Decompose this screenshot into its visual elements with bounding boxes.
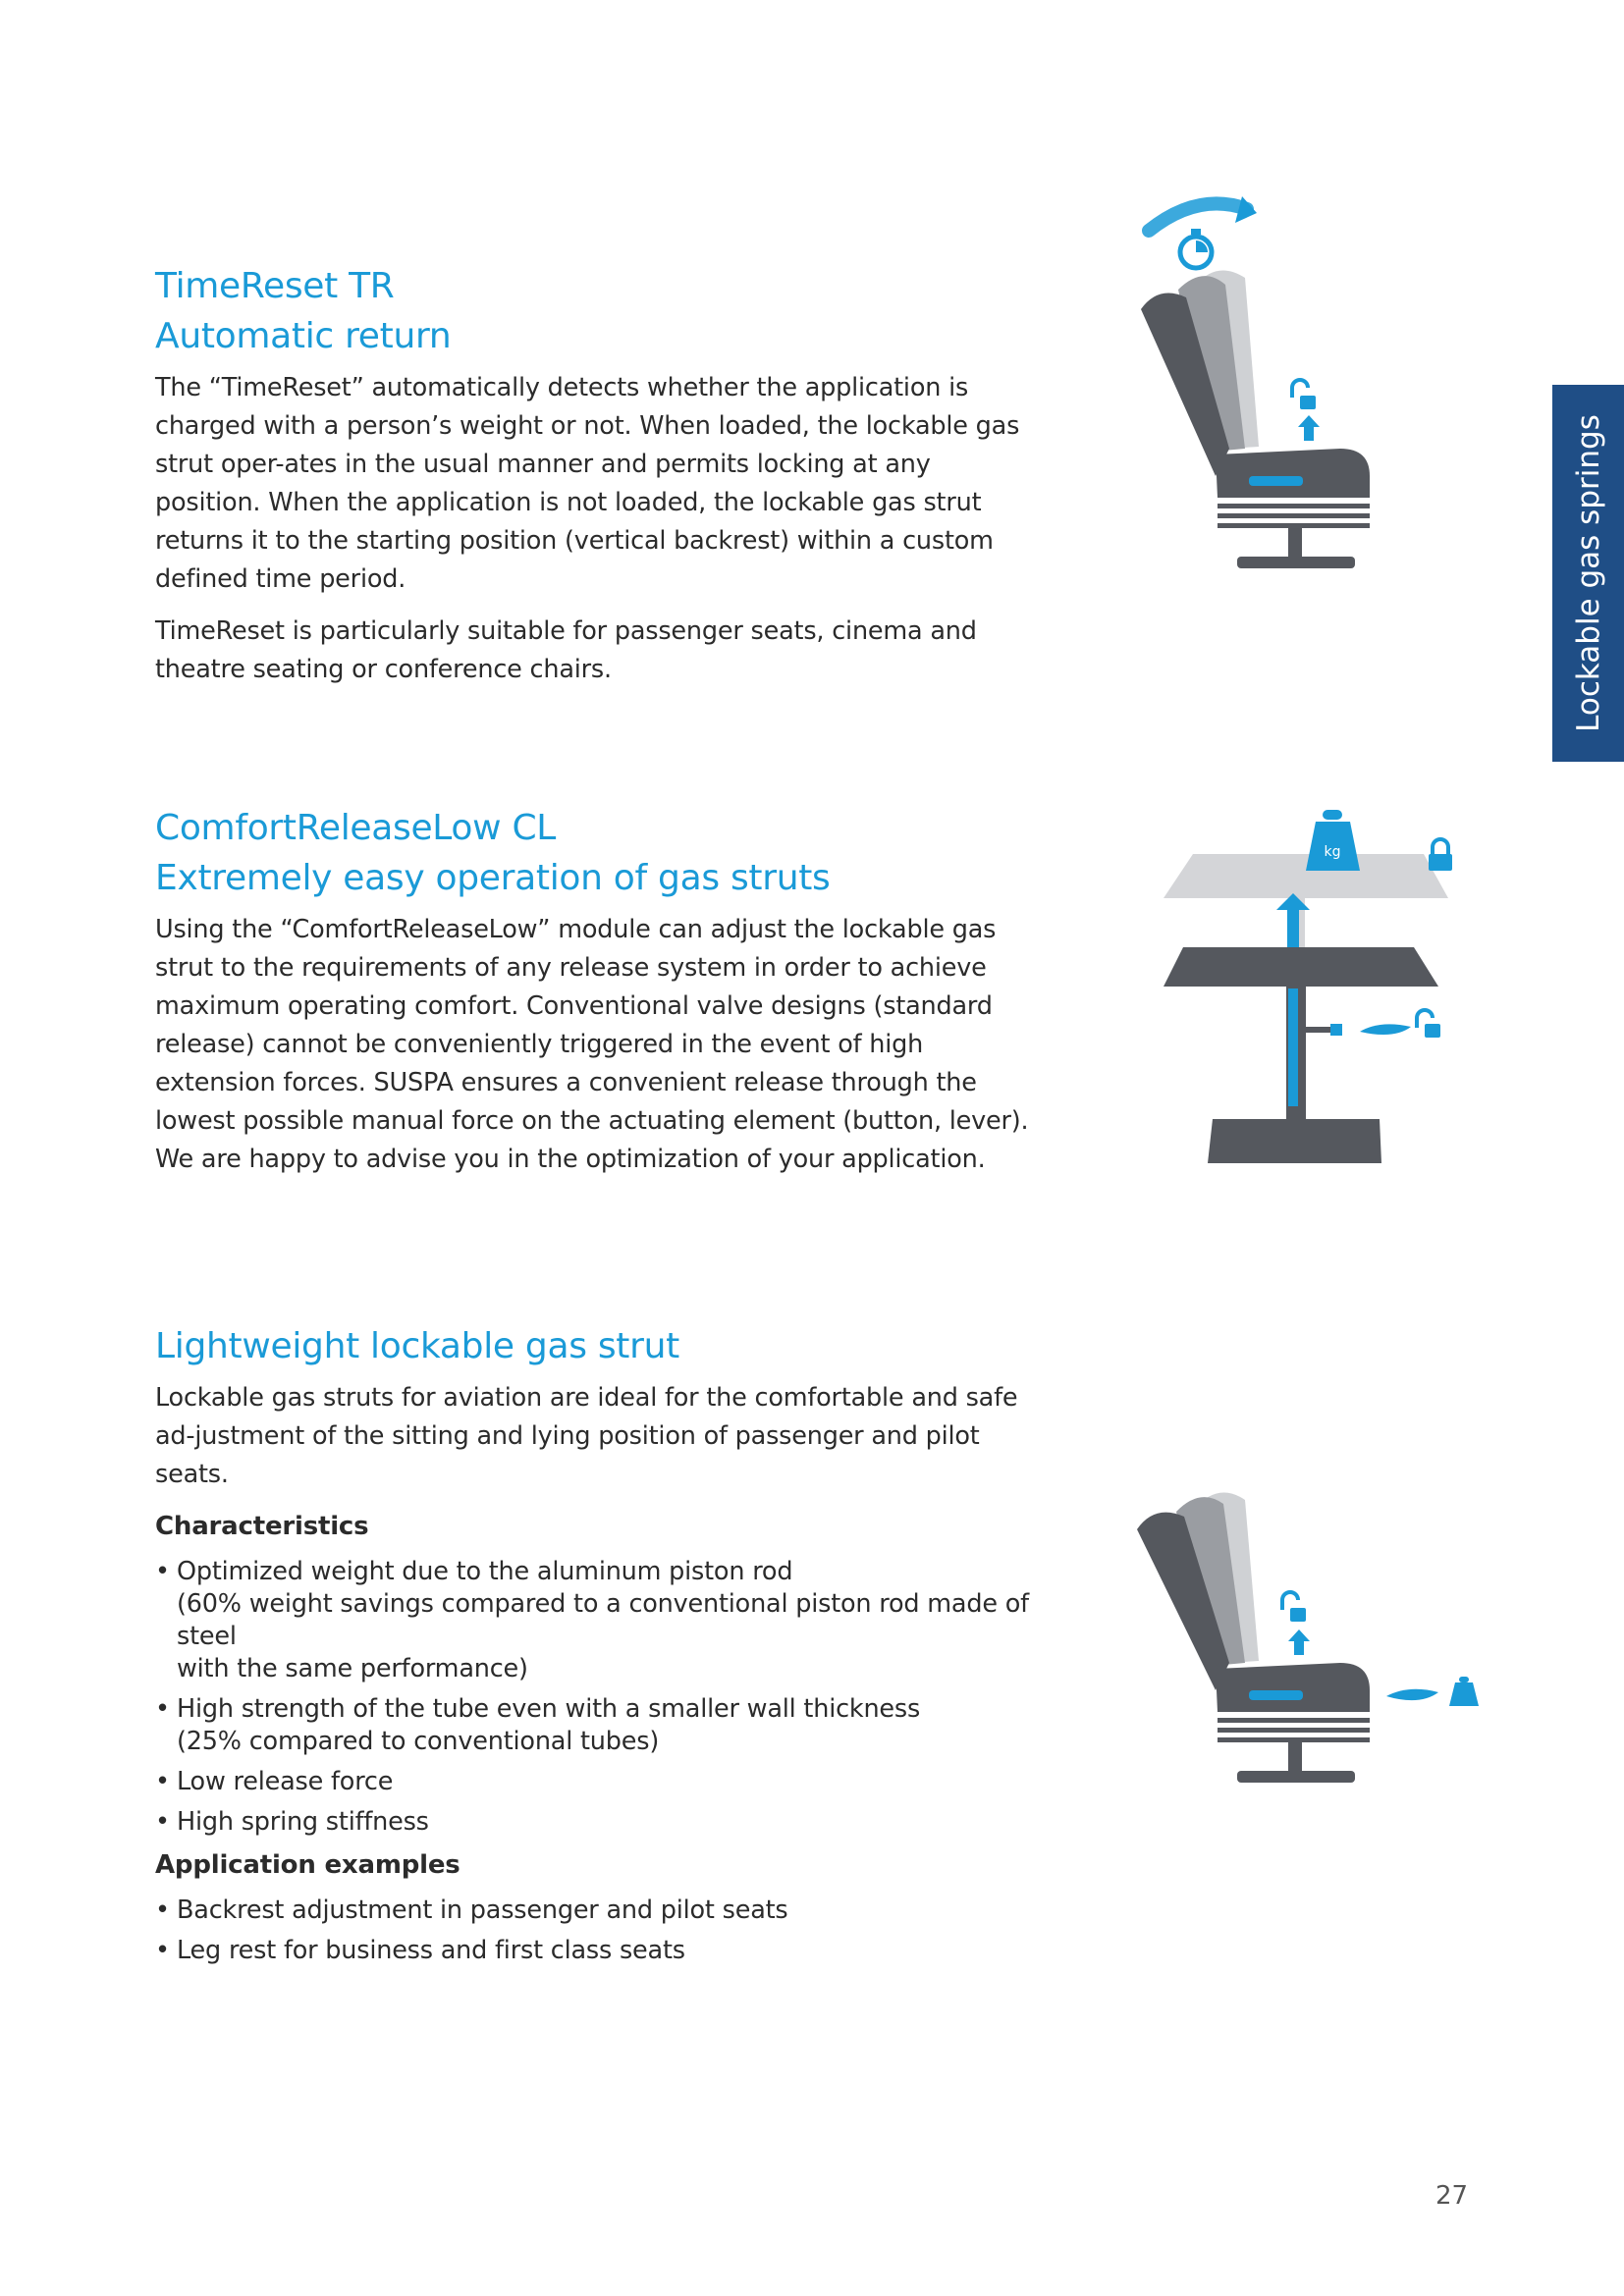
title-line: Lightweight lockable gas strut: [155, 1326, 679, 1366]
list-item-line: • Low release force: [177, 1767, 394, 1796]
timereset-seat-illustration: [1119, 191, 1394, 589]
seat-rail: [1218, 513, 1370, 518]
weight-kg-icon: [1306, 810, 1360, 871]
release-button: [1330, 1024, 1342, 1036]
seat-rail: [1218, 1737, 1370, 1742]
paragraph: Lockable gas struts for aviation are ideal for the comfortable and safe ad-justment of the sitting and lying position of passenger and pilot seats.: [155, 1383, 1018, 1489]
title-line: ComfortReleaseLow CL: [155, 808, 557, 848]
seat-rail: [1218, 504, 1370, 508]
seat-post: [1288, 1742, 1302, 1774]
table-top: [1164, 947, 1438, 987]
applications-list: [155, 1895, 1058, 1967]
list-item: [155, 1935, 1058, 1967]
section-title: [155, 261, 1058, 361]
list-item: [155, 1806, 1058, 1839]
section-timereset: [155, 261, 1058, 689]
feather-icon: [1360, 1024, 1411, 1035]
seat-rail: [1218, 1728, 1370, 1733]
feather-icon: [1386, 1689, 1438, 1700]
seat-cushion: [1216, 1663, 1370, 1712]
list-item: [155, 1693, 1058, 1758]
seat-base: [1237, 1771, 1355, 1783]
list-item-line: with the same performance): [177, 1654, 528, 1683]
page-number: 27: [1435, 2181, 1469, 2211]
seat-rail: [1218, 523, 1370, 528]
seat-cushion: [1216, 449, 1370, 498]
gas-strut-icon: [1249, 476, 1303, 486]
side-tab-label: Lockable gas springs: [1570, 414, 1606, 732]
list-item-line: • Optimized weight due to the aluminum piston rod: [177, 1557, 793, 1586]
list-item-line: • High strength of the tube even with a smaller wall thickness: [177, 1694, 921, 1724]
title-line: Automatic return: [155, 316, 452, 356]
paragraph: TimeReset is particularly suitable for passenger seats, cinema and theatre seating or conference chairs.: [155, 616, 977, 684]
list-item-line: • High spring stiffness: [177, 1807, 429, 1837]
section-title: [155, 803, 1058, 903]
locked-padlock-icon: [1429, 839, 1452, 871]
gas-strut-icon: [1249, 1690, 1303, 1700]
list-item: [155, 1556, 1058, 1685]
list-item: [155, 1766, 1058, 1798]
seat-post: [1288, 528, 1302, 560]
list-item-line: (25% compared to conventional tubes): [177, 1727, 660, 1756]
list-item-line: • Leg rest for business and first class seats: [177, 1936, 685, 1965]
characteristics-heading: Characteristics: [155, 1512, 369, 1541]
lightweight-seat-illustration: [1129, 1482, 1492, 1801]
comfortrelease-table-illustration: [1154, 800, 1478, 1173]
seat-base: [1237, 557, 1355, 568]
paragraph: Using the “ComfortReleaseLow” module can adjust the lockable gas strut to the requirements of any release system in order to achieve maximum operating comfort. Conventional valve designs (standard release) cannot be conveniently triggered in the event of high extension forces. SUSPA ensures a convenient release through the lowest possible manual force on the actuating element (button, lever). We are happy to advise you in the optimization of your application.: [155, 915, 1029, 1174]
stopwatch-icon: [1180, 229, 1212, 268]
seat-rail: [1218, 1718, 1370, 1723]
unlocked-padlock-icon: [1417, 1010, 1440, 1038]
unlocked-padlock-icon: [1282, 1592, 1306, 1622]
up-arrow-icon: [1288, 1629, 1310, 1655]
applications-heading: Application examples: [155, 1850, 460, 1880]
unlocked-padlock-icon: [1292, 380, 1316, 409]
section-lightweight: [155, 1321, 1058, 1975]
section-title: [155, 1321, 1058, 1371]
list-item-line: • Backrest adjustment in passenger and pilot seats: [177, 1896, 788, 1925]
characteristics-list: [155, 1556, 1058, 1839]
table-top-raised: [1164, 854, 1448, 898]
weight-icon: [1449, 1677, 1479, 1706]
gas-strut-icon: [1288, 988, 1298, 1106]
list-item-line: (60% weight savings compared to a conventional piston rod made of steel: [177, 1589, 1029, 1651]
paragraph: The “TimeReset” automatically detects whether the application is charged with a person’s weight or not. When loaded, the lockable gas strut oper-ates in the usual manner and permits locking at any position. When the application is not loaded, the lockable gas strut returns it to the starting position (vertical backrest) within a custom defined time period.: [155, 373, 1020, 594]
section-comfortreleaselow: [155, 803, 1058, 1179]
weight-kg-label: kg: [1324, 844, 1341, 860]
list-item: [155, 1895, 1058, 1927]
title-line: Extremely easy operation of gas struts: [155, 858, 831, 898]
title-line: TimeReset TR: [155, 266, 395, 306]
rotation-arrow-icon: [1149, 203, 1247, 231]
table-base: [1208, 1119, 1381, 1163]
side-tab[interactable]: [1552, 385, 1624, 762]
up-arrow-icon: [1298, 415, 1320, 441]
